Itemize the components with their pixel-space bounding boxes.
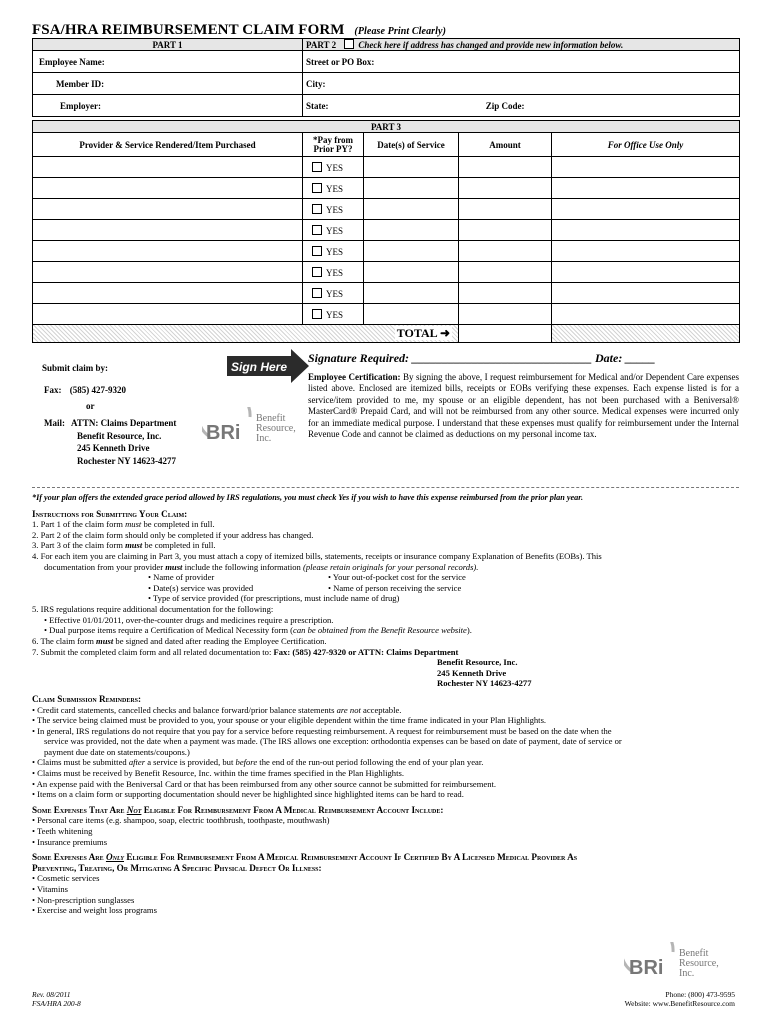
text: Fax: (585) 427-9320 or ATTN: Claims Department <box>273 646 459 657</box>
street-field[interactable] <box>303 51 740 73</box>
mail-block <box>44 417 176 467</box>
text: before <box>235 757 258 768</box>
col-provider: Provider & Service Rendered/Item Purchased <box>33 133 303 157</box>
total-office-cell <box>552 325 740 343</box>
reminder-item: • Claims must be received by Benefit Resource, Inc. within the time frames specified in the Plan Highlights. <box>32 768 404 779</box>
reminder-item: service was provided, not the date when a payment was made. (The IRS allows one exception: orthodontia expenses can be based on date of payment, date of service or <box>44 736 622 747</box>
bullet-item: • Name of provider <box>148 572 215 583</box>
amount-cell[interactable] <box>459 304 552 325</box>
fax-number: (585) 427-9320 <box>69 385 126 395</box>
pay-prior-cell[interactable] <box>303 304 364 325</box>
pay-prior-checkbox[interactable] <box>312 183 322 193</box>
employer-field[interactable] <box>33 95 303 117</box>
dates-cell[interactable] <box>364 220 459 241</box>
pay-prior-checkbox[interactable] <box>312 162 322 172</box>
office-cell <box>552 199 740 220</box>
bri-logo-footer <box>624 942 734 986</box>
employee-name-field[interactable] <box>33 51 303 73</box>
submit-label: Submit claim by: <box>42 363 109 373</box>
provider-cell[interactable] <box>33 283 303 304</box>
list-item: • Exercise and weight loss programs <box>32 905 157 916</box>
text: 1. Part 1 of the claim form <box>32 519 126 530</box>
text: 7. Submit the completed claim form and all related documentation to: <box>32 646 274 657</box>
text: Some Expenses That Are <box>32 804 127 815</box>
part2-header-text: Check here if address has changed and provide new information below. <box>358 40 624 50</box>
provider-cell[interactable] <box>33 241 303 262</box>
logo-tagline: Resource, <box>256 423 296 434</box>
submit-info <box>32 343 302 483</box>
text: after <box>128 757 146 768</box>
text: (please retain originals for your personal records). <box>302 561 479 572</box>
contact-block <box>625 990 735 1008</box>
table-row <box>33 178 740 199</box>
website-line <box>625 999 735 1008</box>
office-cell <box>552 157 740 178</box>
office-cell <box>552 178 740 199</box>
signature-line[interactable]: Signature Required: ______________________________ Date: _____ <box>308 351 656 365</box>
website-link[interactable]: www.BenefitResource.com <box>652 999 735 1008</box>
text: must <box>165 561 183 572</box>
part3-table <box>32 120 740 343</box>
col-amount: Amount <box>459 133 552 157</box>
revision: Rev. 08/2011 <box>32 990 71 999</box>
street-label: Street or PO Box: <box>306 56 375 67</box>
part2-header-prefix: PART 2 <box>306 40 337 50</box>
form-title-sub: (Please Print Clearly) <box>354 26 447 37</box>
pay-prior-cell[interactable] <box>303 283 364 304</box>
text: must <box>96 635 114 646</box>
instruction-item: 2. Part 2 of the claim form should only be completed if your address has changed. <box>32 529 314 540</box>
bullet-item: • Your out-of-pocket cost for the service <box>328 572 466 583</box>
reminder-item: • The service being claimed must be provided to you, your spouse or your eligible dependent within the time frame indicated in your Plan Highlights. <box>32 715 547 726</box>
reminder-item: • An expense paid with the Beniversal Card or that has been reimbursed from any other source cannot be submitted for reimbursement. <box>32 778 497 789</box>
yes-label: YES <box>326 225 344 236</box>
amount-cell[interactable] <box>459 199 552 220</box>
pay-prior-cell[interactable] <box>303 262 364 283</box>
cert-label: Employee Certification: <box>308 372 401 382</box>
amount-cell[interactable] <box>459 283 552 304</box>
phone: Phone: (800) 473-9595 <box>665 990 735 999</box>
pay-prior-cell[interactable] <box>303 178 364 199</box>
instructions-heading: Instructions for Submitting Your Claim: <box>32 508 188 519</box>
text: must <box>125 540 143 551</box>
state-label: State: <box>306 100 329 111</box>
dates-cell[interactable] <box>364 241 459 262</box>
pay-prior-checkbox[interactable] <box>312 288 322 298</box>
col-pay-prior: *Pay from Prior PY? <box>303 133 364 157</box>
reminders-heading: Claim Submission Reminders: <box>32 693 142 704</box>
list-item: • Teeth whitening <box>32 826 93 837</box>
bullet-item: • Name of person receiving the service <box>328 582 462 593</box>
office-cell <box>552 283 740 304</box>
text: • Credit card statements, cancelled checks and balance forward/prior balance statements <box>32 704 337 715</box>
list-item: • Cosmetic services <box>32 873 100 884</box>
logo-tagline: Resource, <box>679 958 719 969</box>
fax-line <box>44 385 126 395</box>
instruction-item: • Effective 01/01/2011, over-the-counter drugs and medicines require a prescription. <box>44 614 334 625</box>
member-id-label: Member ID: <box>56 78 105 89</box>
amount-cell[interactable] <box>459 157 552 178</box>
instruction-item <box>32 625 739 636</box>
instructions-section <box>32 493 739 916</box>
dates-cell[interactable] <box>364 283 459 304</box>
table-row <box>33 241 740 262</box>
instruction-item: 4. For each item you are claiming in Part 3, you must attach a copy of itemized bills, statements, receipts or insurance company Explanation of Benefits (EOBs). This <box>32 550 602 561</box>
table-row <box>33 199 740 220</box>
pay-prior-checkbox[interactable] <box>312 225 322 235</box>
reminder-item: • Items on a claim form or supporting documentation should never be highlighted since highlighted items can be hard to read. <box>32 789 464 800</box>
total-amount-cell[interactable] <box>459 325 552 343</box>
instruction-item <box>32 636 739 647</box>
not-eligible-heading <box>32 805 739 816</box>
table-row <box>33 220 740 241</box>
city-field[interactable] <box>303 73 740 95</box>
provider-cell[interactable] <box>33 178 303 199</box>
provider-cell[interactable] <box>33 262 303 283</box>
address-line: Benefit Resource, Inc. <box>437 657 518 668</box>
instruction-item <box>32 540 739 551</box>
dates-cell[interactable] <box>364 199 459 220</box>
yes-label: YES <box>326 267 344 278</box>
office-cell <box>552 304 740 325</box>
logo-tagline: Inc. <box>679 968 695 979</box>
table-row <box>33 157 740 178</box>
text: a service is provided, but <box>145 757 236 768</box>
submit-signature-section <box>32 343 739 483</box>
instruction-item <box>32 519 739 530</box>
office-cell <box>552 220 740 241</box>
text: be signed and dated after reading the Employee Certification. <box>113 635 327 646</box>
text: Only <box>105 852 125 863</box>
address-line: 245 Kenneth Drive <box>437 667 507 678</box>
reminder-item <box>32 705 739 716</box>
text: • Claims must be submitted <box>32 757 129 768</box>
office-cell <box>552 241 740 262</box>
dates-cell[interactable] <box>364 157 459 178</box>
provider-cell[interactable] <box>33 157 303 178</box>
text: can be obtained from the Benefit Resource website <box>293 625 467 636</box>
sign-here-text: Sign Here <box>230 360 288 374</box>
employee-name-label: Employee Name: <box>39 56 105 67</box>
only-eligible-heading-cont: Preventing, Treating, Or Mitigating A Specific Physical Defect Or Illness: <box>32 862 322 873</box>
claim-form-page <box>32 22 739 1008</box>
text: must <box>125 519 142 530</box>
yes-label: YES <box>326 246 344 257</box>
yes-label: YES <box>326 183 344 194</box>
text: Eligible For Reimbursement From A Medical Reimbursement Account If Certified By A Licensed Medical Provider As <box>124 852 578 863</box>
logo-tagline: Benefit <box>679 948 709 959</box>
total-row <box>33 325 740 343</box>
list-item: • Insurance premiums <box>32 836 108 847</box>
mail-line: 245 Kenneth Drive <box>77 443 150 453</box>
provider-info-bullets <box>32 572 739 604</box>
text: acceptable. <box>360 704 402 715</box>
part2-header <box>303 39 740 51</box>
zip-label: Zip Code: <box>485 100 525 111</box>
instruction-item <box>32 562 739 573</box>
text: documentation from your provider <box>44 561 166 572</box>
footer <box>32 990 739 1008</box>
yes-label: YES <box>326 309 344 320</box>
cert-text: By signing the above, I request reimbursement for Medical and/or Dependent Care expenses listed above. Enclosed are itemized bills, receipts or EOBs verifying these expenses. Each expense listed is for a service/item provided to me, my spouse or an eligible dependent, has not been purchased with a Beniversal® MasterCard® Prepaid Card, and will not be reimbursed from any other source. Medical expenses were incurred only for an immediate medical purpose. I understand that these expenses must qualify for reimbursement under the Internal Revenue Code and cannot be claimed as deductions on my personal income tax. <box>308 372 739 440</box>
employer-label: Employer: <box>60 100 101 111</box>
website-label: Website: <box>624 999 653 1008</box>
dates-cell[interactable] <box>364 178 459 199</box>
amount-cell[interactable] <box>459 178 552 199</box>
pay-prior-checkbox[interactable] <box>312 246 322 256</box>
state-zip-field[interactable] <box>303 95 740 117</box>
text: ). <box>466 625 472 636</box>
part3-header: PART 3 <box>33 121 740 133</box>
total-label: TOTAL ➜ <box>396 326 450 340</box>
mail-line: ATTN: Claims Department <box>71 418 177 428</box>
text: 6. The claim form <box>32 635 97 646</box>
provider-cell[interactable] <box>33 220 303 241</box>
fax-label: Fax: <box>44 385 62 395</box>
pay-prior-checkbox[interactable] <box>312 204 322 214</box>
mail-line: Rochester NY 14623-4277 <box>77 455 176 466</box>
pay-prior-cell[interactable] <box>303 157 364 178</box>
pay-prior-checkbox[interactable] <box>312 309 322 319</box>
dates-cell[interactable] <box>364 262 459 283</box>
grace-note: *If your plan offers the extended grace period allowed by IRS regulations, you must check Yes if you wish to have this expense reimbursed from the prior plan year. <box>32 493 583 502</box>
yes-label: YES <box>326 288 344 299</box>
bri-logo-text: BRi <box>206 422 241 444</box>
address-changed-checkbox[interactable] <box>344 39 354 49</box>
yes-label: YES <box>326 162 344 173</box>
divider <box>32 487 739 488</box>
instruction-item: 5. IRS regulations require additional documentation for the following: <box>32 604 274 615</box>
parts-1-2-table <box>32 38 740 117</box>
text: • Dual purpose items require a Certification of Medical Necessity form ( <box>44 625 294 636</box>
reminder-item: • In general, IRS regulations do not require that you pay for a service before requesting reimbursement. A request for reimbursement must be based on the date when the <box>32 725 612 736</box>
list-item: • Non-prescription sunglasses <box>32 894 135 905</box>
list-item: • Vitamins <box>32 884 68 894</box>
text: Not <box>126 804 142 815</box>
office-cell <box>552 262 740 283</box>
or-label: or <box>86 401 95 411</box>
pay-prior-cell[interactable] <box>303 241 364 262</box>
text: Some Expenses Are <box>32 852 106 863</box>
col-office: For Office Use Only <box>552 133 740 157</box>
sign-here-arrow-icon <box>227 349 309 383</box>
form-title <box>32 22 739 38</box>
logo-tagline: Benefit <box>256 413 286 424</box>
provider-cell[interactable] <box>33 199 303 220</box>
instruction-item <box>32 647 739 658</box>
table-row <box>33 283 740 304</box>
member-id-field[interactable] <box>33 73 303 95</box>
only-eligible-heading <box>32 852 739 863</box>
mail-label: Mail: <box>44 418 65 428</box>
col-dates: Date(s) of Service <box>364 133 459 157</box>
dates-cell[interactable] <box>364 304 459 325</box>
employee-certification <box>308 372 739 440</box>
yes-label: YES <box>326 204 344 215</box>
bullet-item: • Type of service provided (for prescriptions, must include name of drug) <box>148 593 400 604</box>
signature-block <box>308 343 739 440</box>
table-row <box>33 304 740 325</box>
provider-cell[interactable] <box>33 304 303 325</box>
reminder-item: payment due date on statements/coupons.) <box>44 746 190 757</box>
city-label: City: <box>306 78 326 89</box>
mail-line: Benefit Resource, Inc. <box>77 430 162 441</box>
text: 3. Part 3 of the claim form <box>32 540 126 551</box>
bri-logo <box>202 407 310 451</box>
pay-prior-checkbox[interactable] <box>312 267 322 277</box>
text: Eligible For Reimbursement From A Medical Reimbursement Account Include: <box>141 804 444 815</box>
text: be completed in full. <box>142 540 216 551</box>
form-code: FSA/HRA 200-8 <box>32 999 81 1008</box>
total-label-cell <box>33 325 459 343</box>
part1-header: PART 1 <box>33 39 303 51</box>
amount-cell[interactable] <box>459 220 552 241</box>
pay-prior-cell[interactable] <box>303 199 364 220</box>
address-line: Rochester NY 14623-4277 <box>437 678 532 689</box>
reminder-item <box>32 757 739 768</box>
amount-cell[interactable] <box>459 262 552 283</box>
bullet-item: • Date(s) service was provided <box>148 582 254 593</box>
logo-tagline: Inc. <box>256 433 272 444</box>
list-item: • Personal care items (e.g. shampoo, soap, electric toothbrush, toothpaste, mouthwash) <box>32 815 330 826</box>
amount-cell[interactable] <box>459 241 552 262</box>
text: include the following information <box>182 561 303 572</box>
table-row <box>33 262 740 283</box>
form-title-main: FSA/HRA REIMBURSEMENT CLAIM FORM <box>32 22 345 38</box>
bri-logo-text: BRi <box>629 957 664 979</box>
pay-prior-cell[interactable] <box>303 220 364 241</box>
text: are not <box>336 704 361 715</box>
text: be completed in full. <box>141 519 215 530</box>
text: the end of the run-out period following the end of your plan year. <box>257 757 484 768</box>
